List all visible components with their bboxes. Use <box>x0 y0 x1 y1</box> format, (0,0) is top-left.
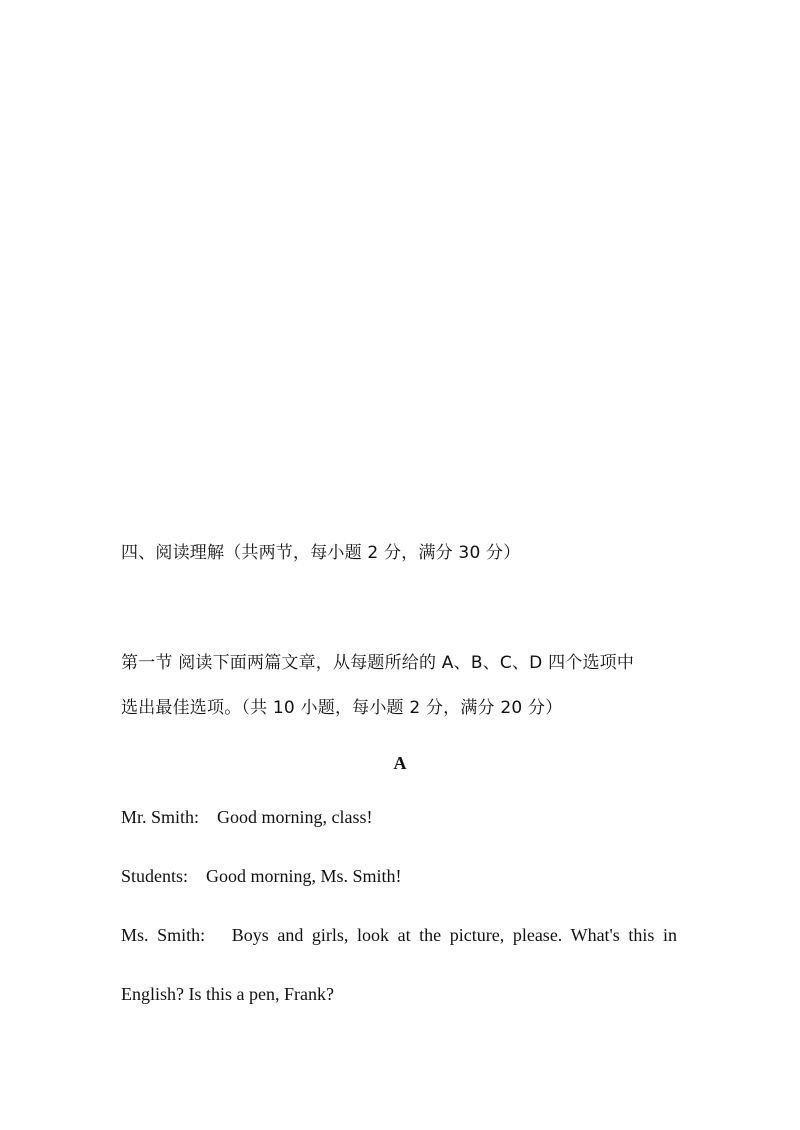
dialogue-line <box>121 924 677 946</box>
section-title: 四、阅读理解（共两节，每小题 2 分，满分 30 分） <box>121 543 521 563</box>
instruction-line-1: 第一节 阅读下面两篇文章，从每题所给的 A、B、C、D 四个选项中 <box>121 653 635 673</box>
dialogue-line <box>121 806 373 828</box>
passage-label: A <box>393 753 407 773</box>
instruction-line-2: 选出最佳选项。（共 10 小题，每小题 2 分，满分 20 分） <box>121 698 563 718</box>
dialogue-speaker: Mr. Smith: <box>121 807 200 827</box>
dialogue-speaker: Students: <box>121 866 189 886</box>
dialogue-text: Boys and girls, look at the picture, please. What's this in <box>231 925 677 945</box>
dialogue-speaker: Ms. Smith: <box>121 925 206 945</box>
dialogue-continuation: English? Is this a pen, Frank? <box>121 984 334 1004</box>
dialogue-line <box>121 865 402 887</box>
dialogue-text: Good morning, class! <box>217 807 373 827</box>
dialogue-text: Good morning, Ms. Smith! <box>206 866 402 886</box>
